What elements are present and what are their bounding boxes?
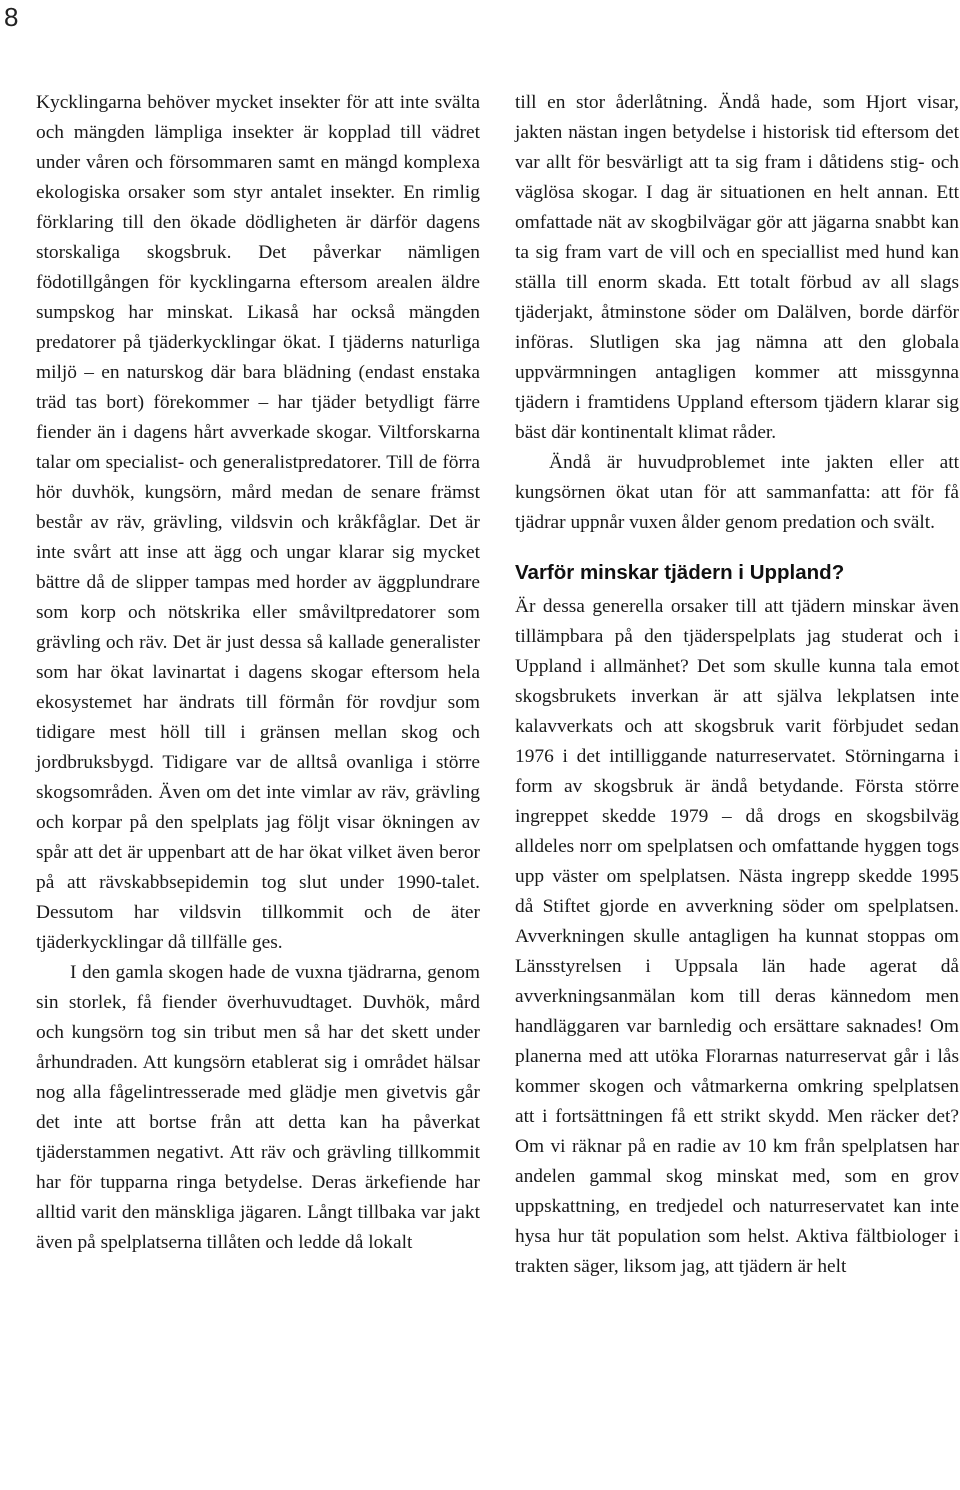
paragraph: till en stor åderlåtning. Ändå hade, som Hjort visar, jakten nästan ingen betydelse i historisk tid eftersom det var allt för besvärligt att ta sig fram i dåtidens stig- och väglösa skogar. I dag är situationen en helt annan. Ett omfattade nät av skogbilvägar gör att jägarna snabbt kan ta sig fram vart de vill och en speciallist med hund kan ställa till enorm skada. Ett totalt förbud av all slags tjäderjakt, åtminstone söder om Dalälven, borde därför införas. Slutligen ska jag nämna att den globala uppvärmningen antagligen kommer att missgynna tjädern i framtidens Uppland eftersom tjädern klarar sig bäst där kontinentalt klimat råder. — [515, 92, 959, 443]
paragraph: Kycklingarna behöver mycket insekter för att inte svälta och mängden lämpliga insekter är kopplad till vädret under våren och försommaren samt en mängd komplexa ekologiska orsaker som styr antalet insekter. En rimlig förklaring till den ökade dödligheten är därför dagens storskaliga skogsbruk. Det påverkar nämligen födotillgången för kycklingarna eftersom arealen äldre sumpskog har minskat. Likaså har också mängden predatorer på tjäderkycklingar ökat. I tjäderns naturliga miljö – en naturskog där bara blädning (endast enstaka träd tas bort) förekommer – har tjäder betydligt färre fiender än i dagens hårt avverkade skogar. Viltforskarna talar om specialist- och generalistpredatorer. Till de förra hör duvhök, kungsörn, mård medan de senare främst består av räv, grävling, vildsvin och kråkfåglar. Det är inte svårt att inse att ägg och ungar klarar sig mycket bättre då de slipper tampas med horder av äggplundrare som korp och nötskrika eller småviltpredatorer som grävling och räv. Det är just dessa så kallade generalister som har ökat lavinartat i dagens skogar eftersom hela ekosystemet har ändrats till förmån för rovdjur som tidigare mest höll till i gränsen mellan skog och jordbruksbygd. Tidigare var de alltså ovanliga i större skogsområden. Även om det inte vimlar av räv, grävling och korpar på den spelplats jag följt visar ökningen av spår att det är uppenbart att de har ökat vilket även beror på att rävskabbsepidemin tog slut under 1990-talet. Dessutom har vildsvin tillkommit och de äter tjäderkycklingar då tillfälle ges. — [36, 92, 480, 953]
paragraph: Är dessa generella orsaker till att tjädern minskar även tillämpbara på den tjäderspelplats jag studerat och i Uppland i allmänhet? Det som skulle kunna tala emot skogsbrukets inverkan är att själva lekplatsen inte kalavverkats och att skogsbruk varit förbjudet sedan 1976 i det intilliggande naturreservatet. Störningarna i form av skogsbruk är ändå betydande. Första större ingreppet skedde 1979 – då drogs en skogsbilväg alldeles norr om spelplatsen och omfattande hyggen togs upp väster om spelplatsen. Nästa ingrepp skedde 1995 då Stiftet gjorde en avverkning söder om spelplatsen. Avverkningen skulle antagligen ha kunnat stoppas om Länsstyrelsen i Uppsala län hade agerat då avverkningsanmälan kom till deras kännedom men handläggaren var barnledig och ersättare saknades! Om planerna med att utöka Florarnas naturreservat går i lås kommer skogen och våtmarkerna omkring spelplatsen att i fortsättningen få ett strikt skydd. Men räcker det? Om vi räknar på en radie av 10 km från spelplatsen har andelen gammal skog minskat med, som en grov uppskattning, en tredjedel och naturreservatet kan inte hysa hur tät population som helst. Aktiva fältbiologer i trakten säger, liksom jag, att tjädern är helt — [515, 596, 959, 1277]
section-heading: Varför minskar tjädern i Uppland? — [515, 561, 845, 584]
left-column — [36, 88, 480, 1258]
right-column — [515, 88, 959, 1282]
paragraph: Ändå är huvudproblemet inte jakten eller att kungsörnen ökat utan för att sammanfatta: att för få tjädrar uppnår vuxen ålder genom predation och svält. — [515, 452, 959, 533]
paragraph: I den gamla skogen hade de vuxna tjädrarna, genom sin storlek, få fiender överhuvudtaget. Duvhök, mård och kungsörn tog sin tribut men så har det skett under århundraden. Att kungsörn etablerat sig i området hälsar nog alla fågelintresserade med glädje men givetvis går det inte att bortse från att detta kan ha påverkat tjäderstammen negativt. Att räv och grävling tillkommit har för tupparna ringa betydelse. Deras ärkefiende har alltid varit den mänskliga jägaren. Långt tillbaka var jakt även på spelplatserna tillåten och ledde då lokalt — [36, 962, 480, 1253]
page-number: 8 — [4, 2, 19, 32]
